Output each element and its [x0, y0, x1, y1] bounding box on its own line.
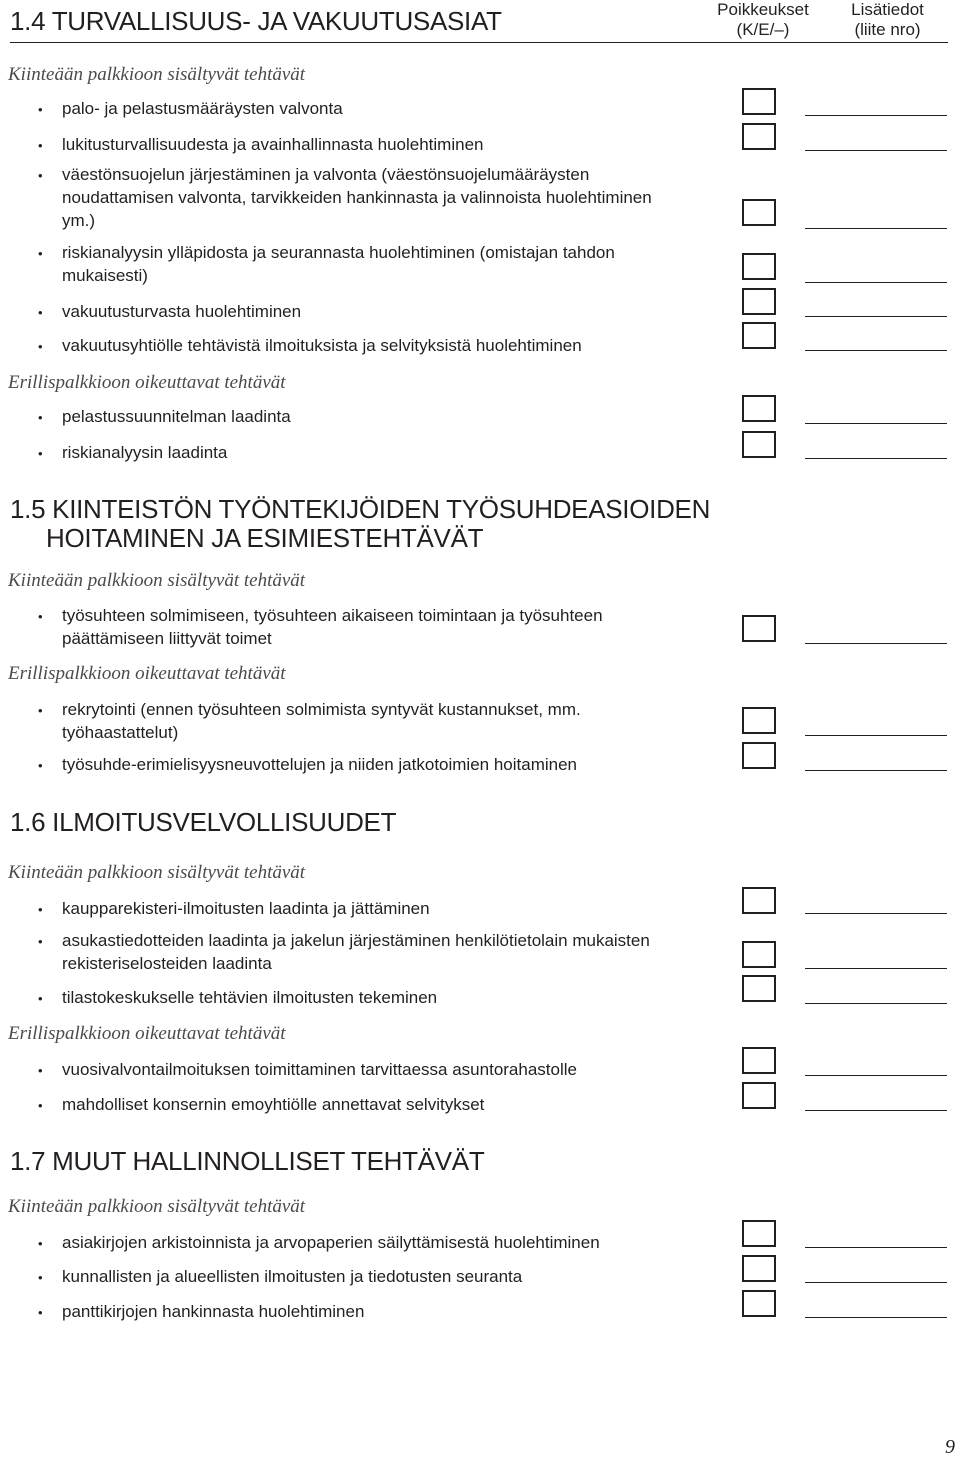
- notes-input-line[interactable]: [805, 150, 947, 151]
- notes-input-line[interactable]: [805, 316, 947, 317]
- list-item: mahdolliset konsernin emoyhtiölle annettavat selvitykset: [62, 1095, 485, 1114]
- exception-checkbox[interactable]: [742, 1290, 776, 1317]
- notes-input-line[interactable]: [805, 1247, 947, 1248]
- exception-checkbox[interactable]: [742, 395, 776, 422]
- exceptions-header-label: Poikkeukset: [717, 0, 809, 19]
- bullet-icon: •: [38, 305, 43, 320]
- bullet-icon: •: [38, 138, 43, 153]
- section-subheading-extra: Erillispalkkioon oikeuttavat tehtävät: [8, 1023, 286, 1044]
- notes-input-line[interactable]: [805, 968, 947, 969]
- list-item: asukastiedotteiden laadinta ja jakelun järjestäminen henkilötietolain mukaisten rekisteriselosteiden laadinta: [62, 931, 650, 973]
- list-item: työsuhde-erimielisyysneuvottelujen ja niiden jatkotoimien hoitaminen: [62, 755, 578, 774]
- exceptions-column-header: [708, 0, 818, 40]
- list-item: asiakirjojen arkistoinnista ja arvopaperien säilyttämisestä huolehtiminen: [62, 1233, 600, 1252]
- bullet-icon: •: [38, 168, 43, 183]
- notes-input-line[interactable]: [805, 1003, 947, 1004]
- list-item: vakuutusturvasta huolehtiminen: [62, 302, 302, 321]
- exception-checkbox[interactable]: [742, 431, 776, 458]
- exception-checkbox[interactable]: [742, 615, 776, 642]
- exception-checkbox[interactable]: [742, 88, 776, 115]
- section-title: 1.6 ILMOITUSVELVOLLISUUDET: [10, 807, 397, 837]
- exception-checkbox[interactable]: [742, 1047, 776, 1074]
- notes-input-line[interactable]: [805, 913, 947, 914]
- section-subheading-included: Kiinteään palkkioon sisältyvät tehtävät: [8, 64, 306, 85]
- exception-checkbox[interactable]: [742, 253, 776, 280]
- bullet-icon: •: [38, 410, 43, 425]
- list-item: panttikirjojen hankinnasta huolehtiminen: [62, 1302, 365, 1321]
- section-subheading-extra: Erillispalkkioon oikeuttavat tehtävät: [8, 663, 286, 684]
- bullet-icon: •: [38, 703, 43, 718]
- list-item: palo- ja pelastusmääräysten valvonta: [62, 99, 343, 118]
- section-title-continued: HOITAMINEN JA ESIMIESTEHTÄVÄT: [46, 523, 484, 553]
- bullet-icon: •: [38, 1305, 43, 1320]
- bullet-icon: •: [38, 102, 43, 117]
- notes-input-line[interactable]: [805, 115, 947, 116]
- section-subheading-included: Kiinteään palkkioon sisältyvät tehtävät: [8, 862, 306, 883]
- section-title: 1.7 MUUT HALLINNOLLISET TEHTÄVÄT: [10, 1146, 485, 1176]
- list-item: riskianalyysin ylläpidosta ja seurannasta huolehtiminen (omistajan tahdon mukaisesti): [62, 243, 615, 285]
- list-item: työsuhteen solmimiseen, työsuhteen aikaiseen toimintaan ja työsuhteen päättämiseen liittyvät toimet: [62, 606, 603, 648]
- exception-checkbox[interactable]: [742, 199, 776, 226]
- exception-checkbox[interactable]: [742, 1255, 776, 1282]
- exception-checkbox[interactable]: [742, 322, 776, 349]
- list-item: vuosivalvontailmoituksen toimittaminen tarvittaessa asuntorahastolle: [62, 1060, 577, 1079]
- exception-checkbox[interactable]: [742, 941, 776, 968]
- notes-input-line[interactable]: [805, 1282, 947, 1283]
- bullet-icon: •: [38, 902, 43, 917]
- notes-input-line[interactable]: [805, 1075, 947, 1076]
- notes-header-sub: (liite nro): [854, 20, 921, 39]
- section-subheading-included: Kiinteään palkkioon sisältyvät tehtävät: [8, 1196, 306, 1217]
- bullet-icon: •: [38, 446, 43, 461]
- notes-input-line[interactable]: [805, 735, 947, 736]
- exception-checkbox[interactable]: [742, 975, 776, 1002]
- bullet-icon: •: [38, 1098, 43, 1113]
- section-subheading-extra: Erillispalkkioon oikeuttavat tehtävät: [8, 372, 286, 393]
- list-item: riskianalyysin laadinta: [62, 443, 228, 462]
- bullet-icon: •: [38, 934, 43, 949]
- bullet-icon: •: [38, 339, 43, 354]
- exception-checkbox[interactable]: [742, 887, 776, 914]
- page-number: 9: [945, 1436, 955, 1458]
- bullet-icon: •: [38, 991, 43, 1006]
- bullet-icon: •: [38, 1270, 43, 1285]
- exception-checkbox[interactable]: [742, 707, 776, 734]
- list-item: kunnallisten ja alueellisten ilmoitusten ja tiedotusten seuranta: [62, 1267, 523, 1286]
- list-item: väestönsuojelun järjestäminen ja valvonta (väestönsuojelumääräysten noudattamisen valvonta, tarvikkeiden hankinnasta ja valinnoista huolehtiminen ym.): [62, 165, 652, 230]
- notes-input-line[interactable]: [805, 1317, 947, 1318]
- notes-input-line[interactable]: [805, 458, 947, 459]
- notes-input-line[interactable]: [805, 643, 947, 644]
- exceptions-header-codes: (K/E/–): [736, 20, 790, 39]
- notes-input-line[interactable]: [805, 282, 947, 283]
- exception-checkbox[interactable]: [742, 1082, 776, 1109]
- bullet-icon: •: [38, 1063, 43, 1078]
- bullet-icon: •: [38, 246, 43, 261]
- bullet-icon: •: [38, 1236, 43, 1251]
- notes-input-line[interactable]: [805, 228, 947, 229]
- notes-input-line[interactable]: [805, 1110, 947, 1111]
- exception-checkbox[interactable]: [742, 1220, 776, 1247]
- list-item: lukitusturvallisuudesta ja avainhallinnasta huolehtiminen: [62, 135, 484, 154]
- exception-checkbox[interactable]: [742, 288, 776, 315]
- notes-input-line[interactable]: [805, 423, 947, 424]
- exception-checkbox[interactable]: [742, 742, 776, 769]
- section-title: 1.5 KIINTEISTÖN TYÖNTEKIJÖIDEN TYÖSUHDEASIOIDEN: [10, 494, 711, 524]
- list-item: pelastussuunnitelman laadinta: [62, 407, 291, 426]
- section-title: 1.4 TURVALLISUUS- JA VAKUUTUSASIAT: [10, 6, 502, 36]
- bullet-icon: •: [38, 758, 43, 773]
- section-subheading-included: Kiinteään palkkioon sisältyvät tehtävät: [8, 570, 306, 591]
- notes-header-label: Lisätiedot: [851, 0, 924, 19]
- notes-input-line[interactable]: [805, 770, 947, 771]
- header-rule: [10, 42, 948, 43]
- bullet-icon: •: [38, 609, 43, 624]
- list-item: vakuutusyhtiölle tehtävistä ilmoituksista ja selvityksistä huolehtiminen: [62, 336, 582, 355]
- exception-checkbox[interactable]: [742, 123, 776, 150]
- list-item: tilastokeskukselle tehtävien ilmoitusten tekeminen: [62, 988, 438, 1007]
- notes-column-header: [835, 0, 940, 40]
- notes-input-line[interactable]: [805, 350, 947, 351]
- list-item: kaupparekisteri-ilmoitusten laadinta ja jättäminen: [62, 899, 430, 918]
- list-item: rekrytointi (ennen työsuhteen solmimista syntyvät kustannukset, mm. työhaastattelut): [62, 700, 581, 742]
